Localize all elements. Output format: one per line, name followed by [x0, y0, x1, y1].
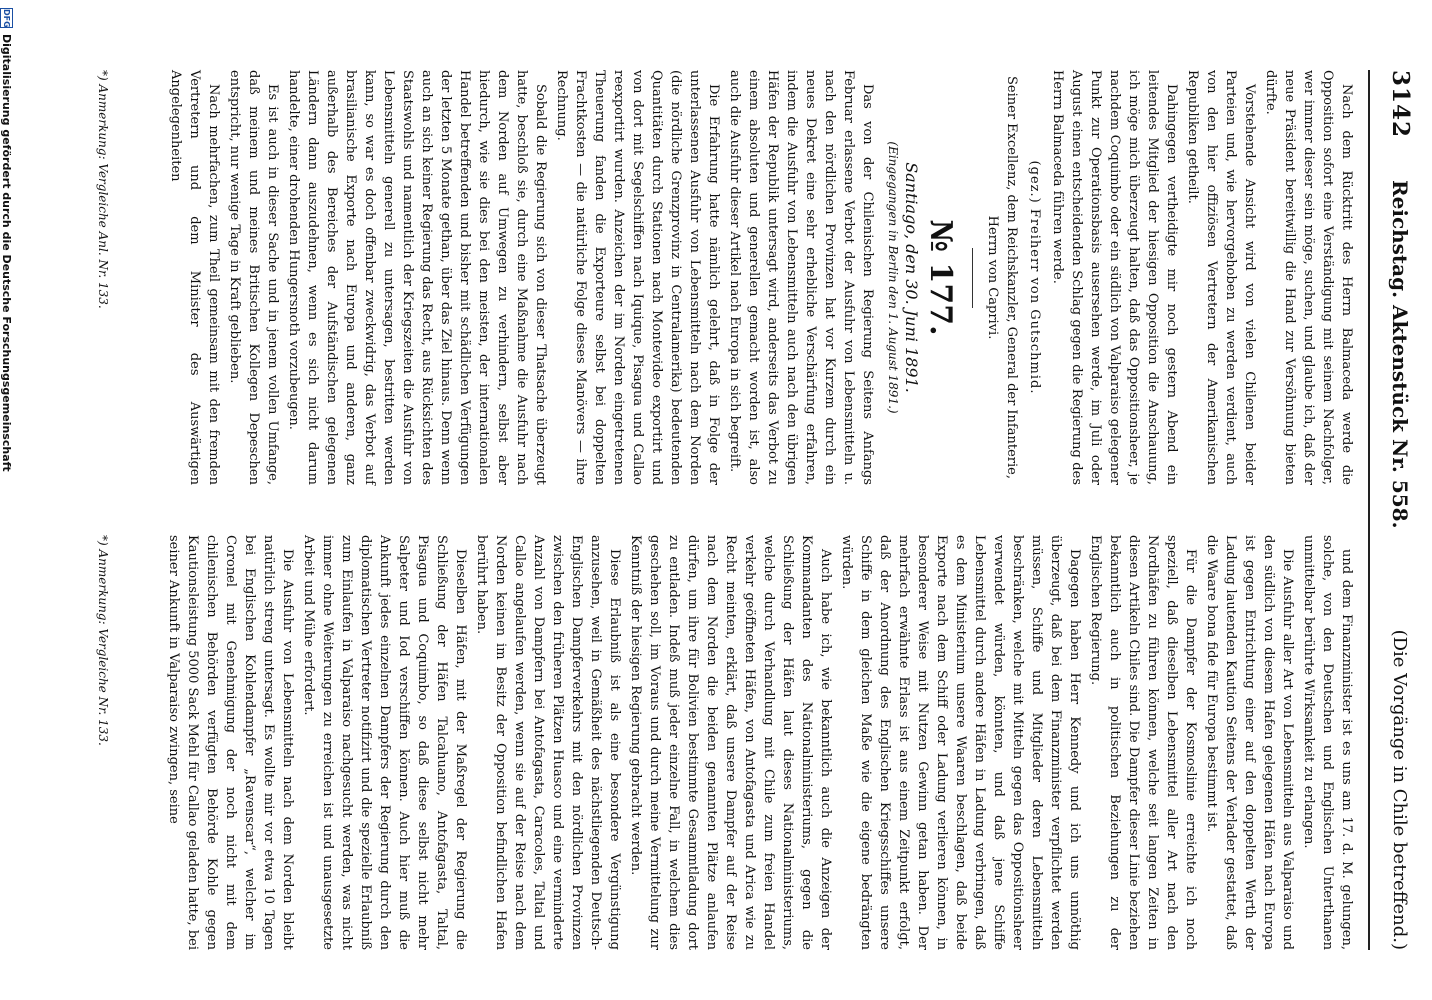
- paragraph: Es ist auch in dieser Sache und in jenem vollen Umfange, daß meinem und meines Britischen Kollegen Depeschen entspricht, nur wenige Tage in Kraft geblieben.: [227, 70, 280, 485]
- signature: (gez.) Freiherr von Gutschmid.: [1027, 160, 1042, 395]
- paragraph: und dem Finanzminister ist es uns am 17. d. M. gelungen, solche, von den Deutschen und Englischen Unterthanen unmittelbar berührte Wirksamkeit zu erlangen.: [1301, 535, 1354, 950]
- paragraph: Dagegen haben Herr Kennedy und ich uns unnöthig überzeugt, daß bei dem Finanzminister verpflichtet werden müssen, Schiffe und Mitglieder deren Lebensmitteln beschränken, welche mit Mitteln gegen das Oppositionsheer verwendet würden, könnten, und daß jene Schiffe Lebensmittel durch andere Häfen in Ladung verbringen, daß es dem Ministerium unsere Waaren beschlagen, daß beide Exporte nach dem Schiff oder Ladung verlieren können, in besonderer Weise mit Nutzen Gewinn getan haben. Der mehrfach erwähnte Erlass ist aus einem Zeitpunkt erfolgt, daß der Anordnung des Englischen Kriegsschiffes unsere Schiffe in dem gleichen Maße wie die eigene bedrängten würden.: [839, 535, 1082, 950]
- page-number: 3142: [1387, 70, 1414, 139]
- page-header: [1362, 70, 1432, 950]
- footer-text: Digitalisierung gefördert durch die Deutsche Forschungsgemeinschaft: [0, 34, 14, 472]
- paragraph: Die Ausfuhr von Lebensmitteln nach dem Norden bleibt natürlich streng untersagt. Es wollte mir vor etwa 10 Tagen bei Englischen Kohlendampfer „Ravenscar“, welcher im Coronel mit Genehmigung der noch nicht mit dem chilenischen Behörden verfügten Behörde Kohle gegen Kautionsleistung 5000 Sack Mehl für Callao geladen hatte, bei seiner Ankunft in Valparaiso zwingen, seine: [166, 535, 295, 950]
- addressee: Seiner Excellenz, dem Reichskanzler, General der Infanterie, Herrn von Caprivi.: [985, 76, 1019, 479]
- digitization-footer: [0, 0, 14, 1000]
- right-column: [162, 535, 1356, 950]
- paragraph: Die Erfahrung hatte nämlich gelehrt, daß in Folge der unterlassenen Ausfuhr von Lebensmitteln nach dem Norden (die nördliche Grenzprovinz in Centralamerika) bedeutenden Quantitäten durch Stationen nach Montevideo exportirt und von dort mit Segelschiffen nach Iquique, Pisagua und Callao reexportirt wurden. Anzeichen der im Norden eingetretenen Theuerung fanden die Exporteure selbst bei doppelten Frachtkosten — die natürliche Folge dieses Manövers — ihre Rechnung.: [554, 70, 721, 485]
- section-divider: [972, 248, 973, 308]
- paragraph: Die Ausfuhr aller Art von Lebensmitteln aus Valparaiso und den südlich von diesem Hafen gelegenen Häfen nach Europa ist gegen Entrichtung einer auf den doppelten Werth der Ladung lautenden Kaution Seitens der Verlader gestattet, daß die Waare bona fide für Europa bestimmt ist.: [1204, 535, 1295, 950]
- paragraph: Vorstehende Ansicht wird von vielen Chilenen beider Parteien und, wie hervorgehoben zu werden verdient, auch von den hier offiziösen Vertretern der Amerikanischen Republiken getheilt.: [1185, 70, 1257, 485]
- paragraph: Diese Erlaubniß ist als eine besondere Vergünstigung anzusehen, weil in Gemäßheit des nächstliegenden Deutsch-Englischen Dampferverkehrs mit den nördlichen Provinzen zwischen den früheren Plätzen Huasco und eine verminderte Anzahl von Dampfern bei Antofagasta, Caracoles, Taltal und Callao angelaufen werden, wenn sie auf der Reise nach dem Norden keinen im Besitz der Opposition befindlichen Hafen berührt haben.: [474, 535, 622, 950]
- page-title: Reichstag. Aktenstück Nr. 558.: [1388, 180, 1412, 529]
- header-subject: (Die Vorgänge in Chile betreffend.): [1389, 629, 1410, 950]
- paragraph: Auch habe ich, wie bekanntlich auch die Anzeigen der Kommandanten des Nationalministeriums, gegen die Schließung der Häfen laut dieses Nationalministeriums, welche durch Verhandlung mit Chile zum freien Handel verkehr geöffneten Häfen, von Antofagasta und Arica wie zu Recht meinten, erklärt, daß unsere Dampfer auf der Reise nach dem Norden die beiden genannten Plätze anlaufen dürfen, um ihre für Bolivien bestimmte Gesammtladung dort zu entladen. Indeß muß jeder einzelne Fall, in welchem dies geschehen soll, im Voraus und durch meine Vermittelung zur Kenntniß der hiesigen Regierung gebracht werden.: [628, 535, 833, 950]
- paragraph: Nach dem Rücktritt des Herrn Balmaceda werde die Opposition sofort eine Verständigung mit seinem Nachfolger, wer immer dieser sein möge, suchen, und glaube ich, daß der neue Präsident bereitwillig die Hand zur Versöhnung bieten dürfte.: [1263, 70, 1354, 485]
- header-rule: [1368, 70, 1370, 950]
- footnote-left: *) Anmerkung: Vergleiche Anl. Nr. 133.: [96, 70, 110, 309]
- paragraph: Das von der Chilenischen Regierung Seitens Anfangs Februar erlassene Verbot der Ausfuhr von Lebensmitteln u. nach den nördlichen Provinzen hat vor Kurzem durch ein neues Dekret eine sehr erhebliche Verschärfung erfahren, indem die Ausfuhr von Lebensmitteln auch nach den übrigen Häfen der Republik untersagt wird, anderseits das Verbot zu einem absoluten und generellen gemacht worden ist, also auch die Ausfuhr dieser Artikel nach Europa in sich begreift.: [727, 70, 875, 485]
- footnote-right: *) Anmerkung: Vergleiche Nr. 133.: [96, 535, 110, 746]
- dfg-logo-icon: DFG: [2, 9, 12, 28]
- paragraph: Dahingegen vertheidigte mir noch gestern Abend ein leitendes Mitglied der hiesigen Opposition die Anschauung, ich möge mich überzeugt halten, daß das Oppositionsheer, je nachdem Coquimbo oder ein südlich von Valparaiso gelegener Punkt zur Operationsbasis ausersehen werde, im Juli oder August einen entscheidenden Schlag gegen die Regierung des Herrn Balmaceda führen werde.: [1050, 70, 1179, 485]
- paragraph: Sobald die Regierung sich von dieser Thatsache überzeugt hatte, beschloß sie, durch eine Maßnahme die Ausfuhr nach dem Norden auf Umwegen zu verhindern, selbst aber hiedurch, wie sie dies bei den meisten, der internationalen Handel betreffenden und bisher mit schädlichen Verfügungen der letzten 5 Monate gethan, über das Ziel hinaus. Denn wenn auch an sich keiner Regierung das Recht, aus Rücksichten des Staatswohls und namentlich der Kriegszeiten die Ausfuhr von Lebensmitteln generell zu untersagen, bestritten werden kann, so war es doch offenbar zweckwidrig, das Verbot auf brasilianische Exporte nach Europa und anderen, ganz außerhalb des Bereiches der Aufständischen gelegenen Ländern dann auszudehnen, wenn es sich nicht darum handelte, einer drohenden Hungersnoth vorzubeugen.: [286, 70, 548, 485]
- paragraph: Für die Dampfer der Kosmoslinie erreichte ich noch speziell, daß dieselben Lebensmittel aller Art nach den Nordhäfen zu führen können, welche seit langen Zeiten in diesen Artikeln Chiles sind. Die Dampfer dieser Linie beziehen bekanntlich auch in politischen Beziehungen zu der Englischen Regierung.: [1088, 535, 1198, 950]
- paragraph: Dieselben Häfen, mit der Maßregel der Regierung die Schließung der Häfen Talcahuano, Antofagasta, Taltal, Pisagua und Coquimbo, so daß diese selbst nicht mehr Salpeter und Iod verschiffen können. Auch hier muß die Ankunft jedes einzelnen Dampfers der Regierung durch den diplomatischen Vertreter notifizirt und die spezielle Erlaubniß zum Einlaufen in Valparaiso nachgesucht werden, was nicht immer ohne Weiterungen zu erreichen ist und unausgesetzte Arbeit und Mühe erfordert.: [301, 535, 468, 950]
- received-note: (Eingegangen in Berlin den 1. August 1891.): [886, 141, 900, 414]
- document-number: № 177.: [923, 219, 958, 336]
- left-column: [164, 70, 1356, 485]
- paragraph: Nach mehrfachen, zum Theil gemeinsam mit den fremden Vertretern und dem Minister des Auswärtigen Angelegenheiten: [168, 70, 221, 485]
- dateline: Santiago, den 30. Juni 1891.: [902, 162, 921, 393]
